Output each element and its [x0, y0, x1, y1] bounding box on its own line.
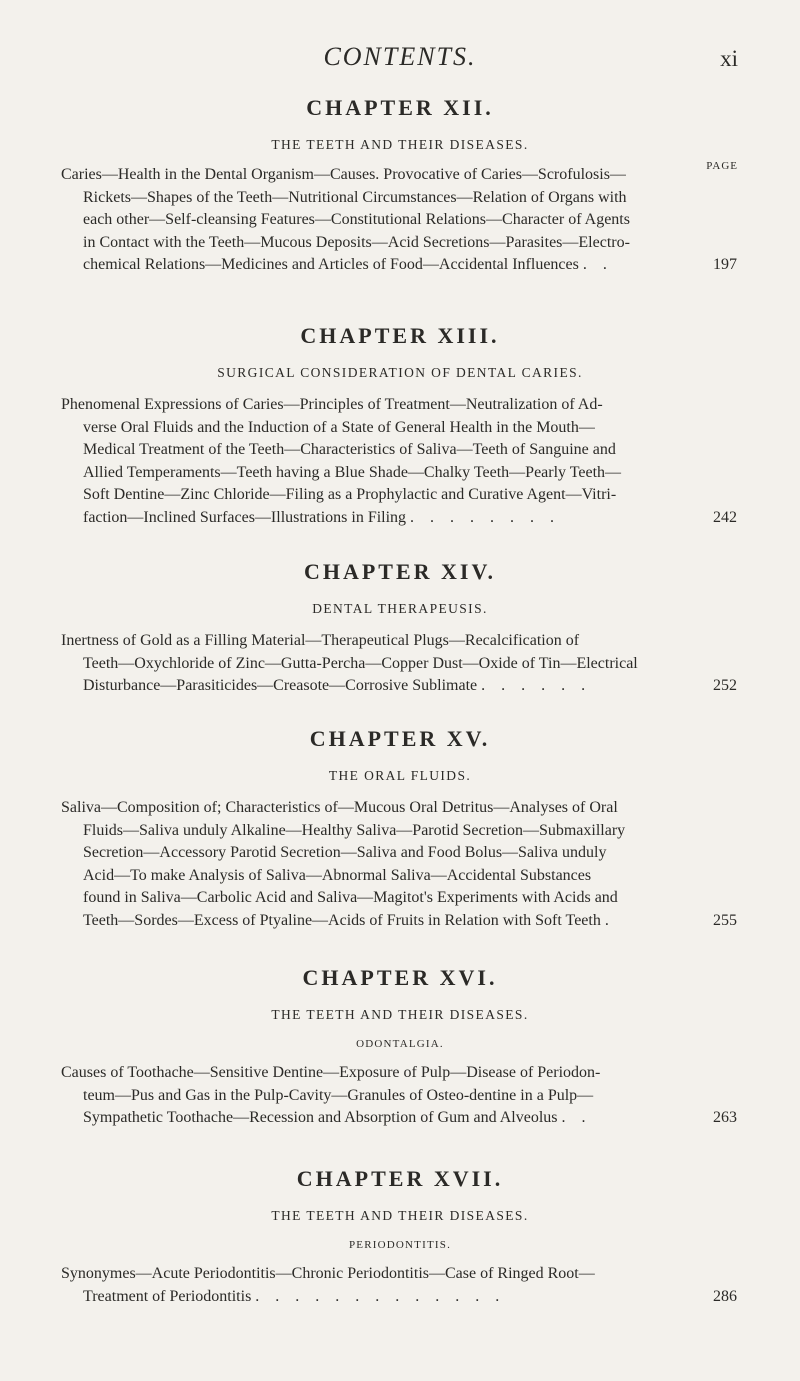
summary-line: chemical Relations—Medicines and Articles of Food—Accidental Influences [83, 256, 579, 274]
page-number: 252 [713, 677, 737, 695]
summary-line: Rickets—Shapes of the Teeth—Nutritional Circumstances—Relation of Organs with [83, 188, 627, 206]
chapter-summary [61, 394, 737, 530]
dot-leader: . . . . . . . . . . . . . [255, 1287, 506, 1305]
summary-line: Phenomenal Expressions of Caries—Principles of Treatment—Neutralization of Ad- [61, 396, 603, 413]
summary-last-line [61, 1286, 737, 1309]
summary-line: each other—Self-cleansing Features—Constitutional Relations—Character of Agents [83, 211, 630, 229]
summary-line: Disturbance—Parasiticides—Creasote—Corrosive Sublimate [83, 677, 478, 695]
chapter-subsubtitle: PERIODONTITIS. [348, 1239, 452, 1251]
page-number: 242 [713, 508, 737, 526]
chapter-heading: CHAPTER XIII. [300, 323, 500, 348]
summary-line: faction—Inclined Surfaces—Illustrations in Filing [83, 508, 407, 526]
chapter-entry-xiii [0, 322, 800, 530]
running-title: CONTENTS. [323, 42, 477, 71]
chapter-heading: CHAPTER XV. [309, 726, 491, 751]
page-number: 263 [713, 1109, 737, 1127]
dot-leader: . . . . . . [481, 677, 592, 695]
chapter-subsubtitle: ODONTALGIA. [356, 1038, 444, 1050]
chapter-heading: CHAPTER XIV. [303, 559, 497, 584]
chapter-subtitle: THE TEETH AND THEIR DISEASES. [271, 1007, 529, 1022]
summary-line: Teeth—Sordes—Excess of Ptyaline—Acids of Fruits in Relation with Soft Teeth [83, 911, 601, 929]
dot-leader: . [604, 911, 615, 929]
page-number: 255 [713, 911, 737, 929]
chapter-summary [61, 630, 737, 698]
summary-line: found in Saliva—Carbolic Acid and Saliva—Magitot's Experiments with Acids and [83, 889, 618, 907]
summary-last-line [61, 507, 737, 530]
summary-last-line [61, 675, 737, 698]
chapter-heading: CHAPTER XVII. [296, 1166, 504, 1191]
summary-line: Inertness of Gold as a Filling Material—Therapeutical Plugs—Recalcification of [61, 632, 580, 649]
summary-line: Acid—To make Analysis of Saliva—Abnormal Saliva—Accidental Substances [83, 866, 592, 884]
chapter-heading: CHAPTER XVI. [302, 965, 498, 990]
page-number: 286 [713, 1287, 737, 1305]
summary-line: Causes of Toothache—Sensitive Dentine—Exposure of Pulp—Disease of Periodon- [61, 1064, 601, 1081]
chapter-subtitle: THE ORAL FLUIDS. [328, 768, 472, 783]
running-head [0, 42, 800, 82]
chapter-entry-xv [0, 725, 800, 933]
summary-line: Caries—Health in the Dental Organism—Causes. Provocative of Caries—Scrofulosis— [61, 166, 626, 183]
summary-last-line [61, 1107, 737, 1130]
summary-last-line [61, 254, 737, 277]
summary-line: Teeth—Oxychloride of Zinc—Gutta-Percha—Copper Dust—Oxide of Tin—Electrical [83, 654, 638, 672]
chapter-entry-xvii [0, 1165, 800, 1308]
chapter-subtitle: THE TEETH AND THEIR DISEASES. [271, 1208, 529, 1223]
summary-line: verse Oral Fluids and the Induction of a State of General Health in the Mouth— [83, 418, 595, 436]
summary-line: Medical Treatment of the Teeth—Characteristics of Saliva—Teeth of Sanguine and [83, 441, 616, 459]
summary-line: Sympathetic Toothache—Recession and Absorption of Gum and Alveolus [83, 1109, 558, 1127]
page-folio: xi [720, 46, 738, 71]
chapter-subtitle: SURGICAL CONSIDERATION OF DENTAL CARIES. [217, 365, 583, 380]
summary-line: Saliva—Composition of; Characteristics of—Mucous Oral Detritus—Analyses of Oral [61, 799, 618, 816]
summary-line: teum—Pus and Gas in the Pulp-Cavity—Granules of Osteo-dentine in a Pulp— [83, 1086, 594, 1104]
chapter-subtitle: DENTAL THERAPEUSIS. [312, 601, 488, 616]
summary-line: Secretion—Accessory Parotid Secretion—Saliva and Food Bolus—Saliva unduly [83, 844, 607, 862]
summary-line: Treatment of Periodontitis [83, 1287, 252, 1305]
chapter-entry-xii [0, 94, 800, 277]
chapter-entry-xiv [0, 558, 800, 698]
summary-line: in Contact with the Teeth—Mucous Deposits—Acid Secretions—Parasites—Electro- [83, 233, 630, 251]
chapter-heading: CHAPTER XII. [306, 95, 494, 120]
chapter-summary [61, 1062, 737, 1130]
chapter-summary [61, 797, 737, 933]
summary-last-line [61, 910, 737, 933]
chapter-entry-xvi [0, 964, 800, 1130]
chapter-summary [61, 1263, 737, 1308]
dot-leader: . . [561, 1109, 592, 1127]
chapter-subtitle: THE TEETH AND THEIR DISEASES. [271, 137, 529, 152]
page-column-label: PAGE [706, 160, 738, 172]
page-number: 197 [713, 256, 737, 274]
summary-line: Synonymes—Acute Periodontitis—Chronic Periodontitis—Case of Ringed Root— [61, 1265, 595, 1282]
dot-leader: . . [582, 256, 613, 274]
summary-line: Soft Dentine—Zinc Chloride—Filing as a Prophylactic and Curative Agent—Vitri- [83, 486, 617, 504]
summary-line: Allied Temperaments—Teeth having a Blue Shade—Chalky Teeth—Pearly Teeth— [83, 463, 622, 481]
chapter-summary [61, 164, 737, 277]
dot-leader: . . . . . . . . [410, 508, 561, 526]
summary-line: Fluids—Saliva unduly Alkaline—Healthy Saliva—Parotid Secretion—Submaxillary [83, 821, 626, 839]
